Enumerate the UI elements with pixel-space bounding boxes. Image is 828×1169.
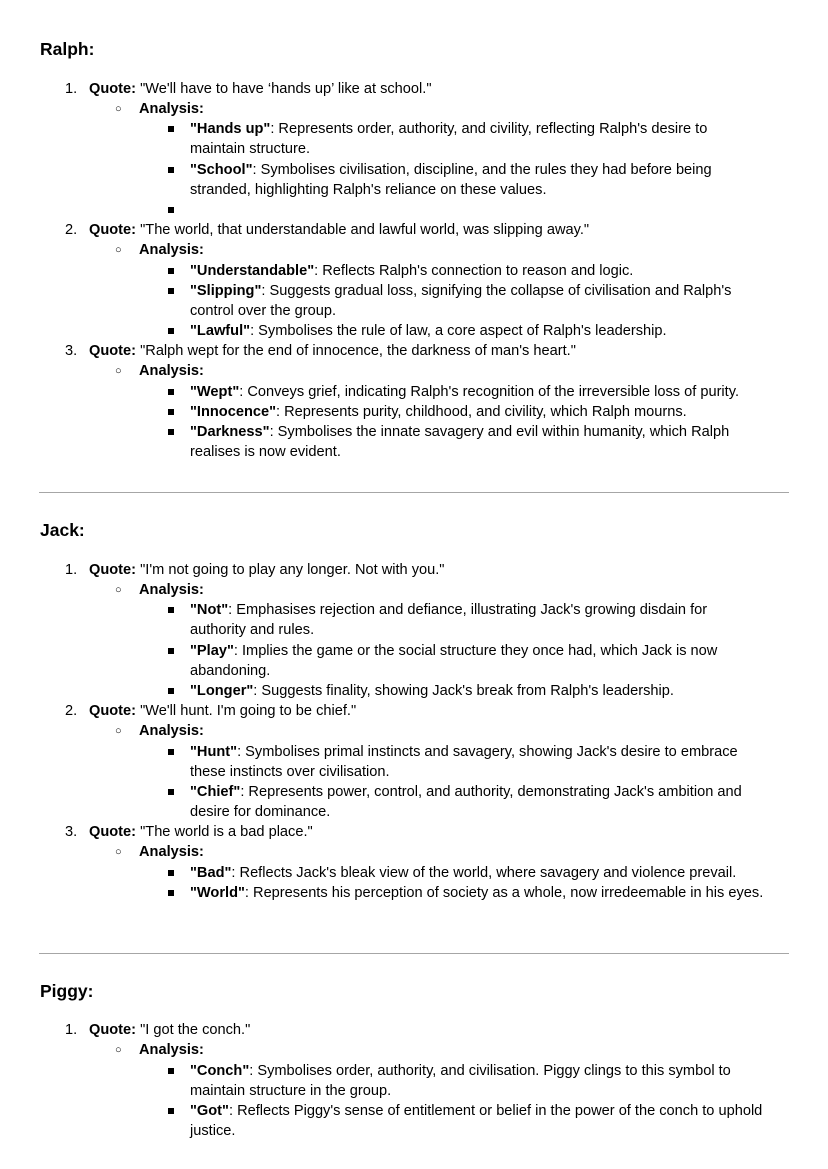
square-bullet-icon [168,429,174,435]
analysis-label: Analysis: [139,1042,204,1058]
analysis-label: Analysis: [139,582,204,598]
analysis-term: "Bad" [190,865,232,881]
analysis-term: "Longer" [190,683,254,699]
analysis-item [115,721,204,742]
analysis-term: "Conch" [190,1063,250,1079]
quote-item [65,79,432,99]
analysis-label: Analysis: [139,363,204,379]
analysis-point [166,321,766,341]
list-number: 1. [65,562,78,578]
section-heading-ralph: Ralph: [40,39,95,59]
quote-item [65,341,576,361]
section-heading-piggy: Piggy: [40,981,94,1001]
quote-label: Quote: [89,703,137,719]
analysis-text: : Reflects Ralph's connection to reason and logic. [314,263,634,279]
analysis-item [115,240,204,261]
analysis-term: "Innocence" [190,404,277,420]
analysis-point [166,641,766,681]
square-bullet-icon [168,870,174,876]
analysis-point [166,422,766,462]
quote-text: "I got the conch." [140,1022,251,1038]
square-bullet-icon [168,1068,174,1074]
analysis-point [166,742,766,782]
analysis-text: : Symbolises civilisation, discipline, and the rules they had before being stranded, highlighting Ralph's reliance on these values. [190,162,712,199]
quote-label: Quote: [89,343,137,359]
quote-item [65,220,589,240]
circle-bullet-icon: ○ [115,103,122,115]
square-bullet-icon [168,607,174,613]
analysis-text: : Conveys grief, indicating Ralph's recognition of the irreversible loss of purity. [239,384,739,400]
analysis-text: : Symbolises order, authority, and civilisation. Piggy clings to this symbol to maintain structure in the group. [190,1063,731,1100]
quote-text: "We'll have to have ‘hands up’ like at school." [140,81,432,97]
analysis-term: "Not" [190,602,229,618]
quote-text: "We'll hunt. I'm going to be chief." [140,703,357,719]
analysis-point [166,863,766,883]
analysis-text: : Symbolises the rule of law, a core aspect of Ralph's leadership. [250,323,667,339]
analysis-point [166,402,766,422]
analysis-label: Analysis: [139,723,204,739]
list-number: 2. [65,222,78,238]
analysis-text: : Suggests finality, showing Jack's break from Ralph's leadership. [253,683,674,699]
analysis-label: Analysis: [139,844,204,860]
analysis-item [115,842,204,863]
analysis-point [166,600,766,640]
analysis-text: : Implies the game or the social structure they once had, which Jack is now abandoning. [190,643,718,680]
square-bullet-icon [168,167,174,173]
analysis-term: "Lawful" [190,323,251,339]
analysis-point [166,681,766,701]
quote-text: "The world, that understandable and lawful world, was slipping away." [140,222,590,238]
quote-label: Quote: [89,1022,137,1038]
horizontal-divider [39,953,789,954]
analysis-point [166,261,766,281]
analysis-text: : Represents purity, childhood, and civility, which Ralph mourns. [276,404,687,420]
analysis-point [166,119,766,159]
analysis-label: Analysis: [139,242,204,258]
square-bullet-icon [168,409,174,415]
analysis-point [166,883,766,903]
quote-label: Quote: [89,222,137,238]
analysis-term: "Slipping" [190,283,262,299]
square-bullet-icon [168,268,174,274]
circle-bullet-icon: ○ [115,584,122,596]
quote-text: "The world is a bad place." [140,824,313,840]
analysis-item [115,99,204,120]
list-number: 3. [65,343,78,359]
analysis-item [115,361,204,382]
quote-item [65,1020,250,1040]
analysis-term: "School" [190,162,253,178]
square-bullet-icon [168,389,174,395]
analysis-text: : Reflects Piggy's sense of entitlement or belief in the power of the conch to uphold justice. [190,1103,763,1140]
square-bullet-icon [168,648,174,654]
quote-label: Quote: [89,562,137,578]
circle-bullet-icon: ○ [115,846,122,858]
square-bullet-icon [168,207,174,213]
section-heading-jack: Jack: [40,520,85,540]
quote-text: "Ralph wept for the end of innocence, the darkness of man's heart." [140,343,576,359]
analysis-point [166,281,766,321]
circle-bullet-icon: ○ [115,244,122,256]
analysis-term: "Play" [190,643,234,659]
analysis-point [166,1101,766,1141]
horizontal-divider [39,492,789,493]
analysis-point [166,160,766,200]
analysis-point [166,382,766,402]
list-number: 1. [65,81,78,97]
square-bullet-icon [168,749,174,755]
analysis-term: "Got" [190,1103,229,1119]
analysis-text: : Symbolises primal instincts and savagery, showing Jack's desire to embrace these instincts over civilisation. [190,744,738,781]
analysis-term: "World" [190,885,245,901]
analysis-term: "Understandable" [190,263,315,279]
analysis-term: "Darkness" [190,424,270,440]
analysis-label: Analysis: [139,101,204,117]
analysis-text: : Emphasises rejection and defiance, illustrating Jack's growing disdain for authority and rules. [190,602,708,639]
analysis-text: : Reflects Jack's bleak view of the world, where savagery and violence prevail. [231,865,737,881]
analysis-point [166,782,766,822]
circle-bullet-icon: ○ [115,365,122,377]
quote-label: Quote: [89,81,137,97]
square-bullet-icon [168,789,174,795]
quote-item [65,822,313,842]
quote-item [65,701,356,721]
list-number: 3. [65,824,78,840]
circle-bullet-icon: ○ [115,725,122,737]
analysis-text: : Suggests gradual loss, signifying the collapse of civilisation and Ralph's control over the group. [190,283,732,320]
analysis-item [115,1040,204,1061]
analysis-text: : Symbolises the innate savagery and evil within humanity, which Ralph realises is now evident. [190,424,730,461]
analysis-text: : Represents power, control, and authority, demonstrating Jack's ambition and desire for dominance. [190,784,742,821]
square-bullet-icon [168,126,174,132]
analysis-item [115,580,204,601]
circle-bullet-icon: ○ [115,1044,122,1056]
quote-label: Quote: [89,824,137,840]
quote-item [65,560,444,580]
analysis-text: : Represents his perception of society as a whole, now irredeemable in his eyes. [244,885,764,901]
analysis-term: "Chief" [190,784,241,800]
analysis-term: "Hands up" [190,121,271,137]
square-bullet-icon [168,1108,174,1114]
square-bullet-icon [168,890,174,896]
analysis-term: "Wept" [190,384,240,400]
analysis-point [166,1061,766,1101]
square-bullet-icon [168,688,174,694]
list-number: 2. [65,703,78,719]
list-number: 1. [65,1022,78,1038]
analysis-text: : Represents order, authority, and civility, reflecting Ralph's desire to maintain structure. [190,121,708,158]
quote-text: "I'm not going to play any longer. Not with you." [140,562,445,578]
square-bullet-icon [168,328,174,334]
square-bullet-icon [168,288,174,294]
analysis-term: "Hunt" [190,744,238,760]
